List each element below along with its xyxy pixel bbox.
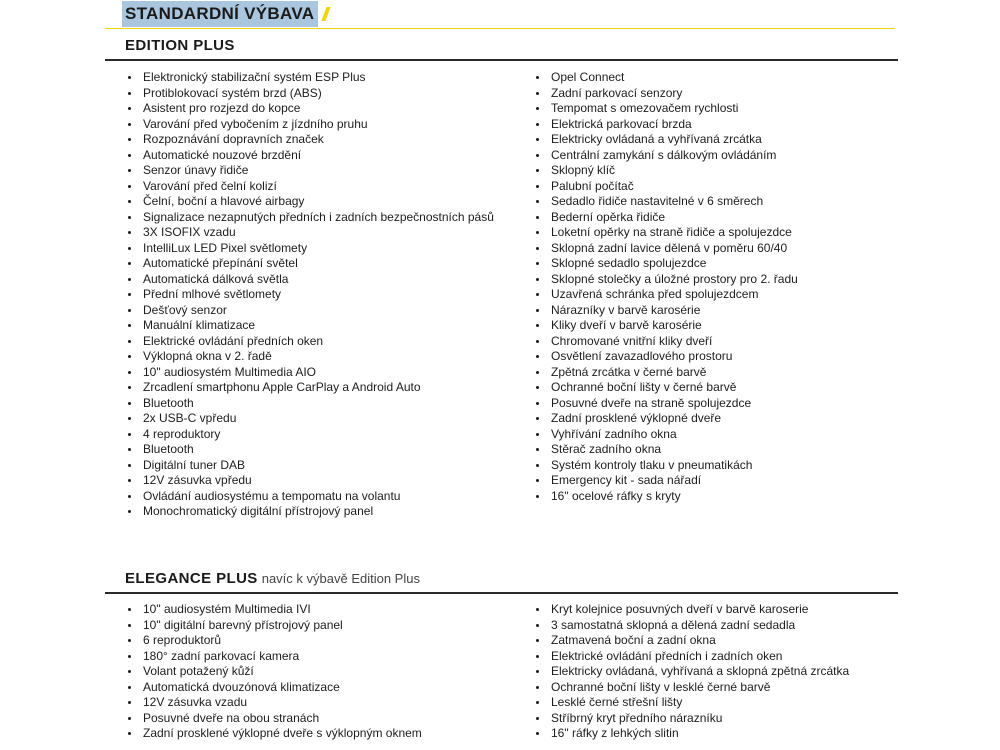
list-item (125, 473, 494, 489)
list-item-text: Monochromatický digitální přístrojový panel (143, 504, 374, 518)
list-item-text: Varování před čelní kolizí (143, 178, 277, 193)
list-item-text: Ochranné boční lišty v černé barvě (551, 380, 737, 394)
bullet-icon (128, 340, 131, 343)
list-item (125, 427, 494, 443)
list-item-text: Osvětlení zavazadlového prostoru (551, 349, 733, 363)
bullet-icon (128, 278, 131, 281)
list-item-text: Emergency kit - sada nářadí (551, 473, 702, 487)
list-item (125, 633, 422, 649)
list-item (125, 287, 494, 303)
list-item (125, 132, 494, 148)
bullet-icon (128, 670, 131, 673)
bullet-icon (128, 417, 131, 420)
list-item-text: Výklopná okna v 2. řadě (143, 349, 272, 363)
list-item-text: Bluetooth (143, 442, 194, 456)
bullet-icon (128, 608, 131, 611)
bullet-icon (128, 200, 131, 203)
list-item-text: Ochranné boční lišty v lesklé černé barvě (551, 679, 771, 694)
list-item (533, 163, 798, 179)
bullet-icon (536, 701, 539, 704)
list-item-text: Sklopné sedadlo spolujezdce (551, 256, 707, 270)
list-item-text: 6 reproduktorů (143, 633, 222, 647)
list-item (125, 148, 494, 164)
list-item (533, 101, 798, 117)
list-item-text: Opel Connect (551, 70, 625, 84)
list-item-text: Přední mlhové světlomety (143, 287, 282, 301)
bullet-icon (536, 464, 539, 467)
bullet-icon (128, 107, 131, 110)
bullet-icon (128, 686, 131, 689)
list-item (125, 618, 422, 634)
list-item-text: Protiblokovací systém brzd (ABS) (143, 85, 322, 100)
list-item (125, 695, 422, 711)
list-item (125, 179, 494, 195)
list-item-text: Vyhřívání zadního okna (551, 426, 677, 441)
list-item (125, 303, 494, 319)
bullet-icon (536, 624, 539, 627)
list-item (533, 442, 798, 458)
feature-list-right (533, 70, 798, 504)
bullet-icon (128, 371, 131, 374)
list-item (125, 86, 494, 102)
bullet-icon (536, 231, 539, 234)
bullet-icon (536, 278, 539, 281)
list-item (533, 225, 798, 241)
bullet-icon (128, 355, 131, 358)
list-item (533, 473, 798, 489)
bullet-icon (536, 732, 539, 735)
list-item-text: Automatické přepínání světel (143, 256, 298, 270)
bullet-icon (536, 608, 539, 611)
list-item (125, 225, 494, 241)
bullet-icon (536, 154, 539, 157)
bullet-icon (536, 655, 539, 658)
bullet-icon (128, 92, 131, 95)
list-item (533, 318, 798, 334)
list-item (533, 664, 849, 680)
bullet-icon (536, 386, 539, 389)
list-item (125, 334, 494, 350)
list-item-text: Bluetooth (143, 395, 194, 410)
list-item-text: Kliky dveří v barvě karosérie (551, 318, 702, 332)
list-item-text: 3X ISOFIX vzadu (143, 225, 236, 239)
bullet-icon (536, 247, 539, 250)
list-item-text: Elektrické ovládání předních oken (143, 333, 324, 348)
list-item-text: Rozpoznávání dopravních značek (143, 132, 324, 146)
list-item-text: Zatmavená boční a zadní okna (551, 633, 716, 647)
bullet-icon (536, 639, 539, 642)
list-item (533, 132, 798, 148)
list-item (125, 489, 494, 505)
bullet-icon (128, 262, 131, 265)
list-item-text: 16" ráfky z lehkých slitin (551, 726, 679, 740)
list-item (125, 349, 494, 365)
list-item (125, 365, 494, 381)
bullet-icon (536, 92, 539, 95)
bullet-icon (128, 185, 131, 188)
list-item (533, 287, 798, 303)
list-item-text: Loketní opěrky na straně řidiče a spolujezdce (551, 225, 792, 239)
list-item-text: Automatické nouzové brzdění (143, 147, 302, 162)
list-item-text: Čelní, boční a hlavové airbagy (143, 194, 305, 208)
list-item-text: Zpětná zrcátka v černé barvě (551, 364, 707, 379)
list-item-text: Posuvné dveře na obou stranách (143, 710, 320, 725)
bullet-icon (128, 154, 131, 157)
list-item (125, 649, 422, 665)
list-item (125, 680, 422, 696)
list-item-text: 10" audiosystém Multimedia IVI (143, 602, 311, 616)
bullet-icon (128, 639, 131, 642)
bullet-icon (128, 231, 131, 234)
bullet-icon (536, 479, 539, 482)
page-title-block (122, 0, 328, 28)
bullet-icon (128, 732, 131, 735)
list-item (533, 365, 798, 381)
list-item-text: Sedadlo řidiče nastavitelné v 6 směrech (551, 194, 764, 208)
list-item-text: Elektricky ovládaná a vyhřívaná zrcátka (551, 132, 762, 146)
feature-list-left (125, 70, 494, 520)
list-item (533, 117, 798, 133)
list-item-text: Stříbrný kryt předního nárazníku (551, 710, 723, 725)
list-item-text: Digitální tuner DAB (143, 457, 246, 472)
bullet-icon (536, 138, 539, 141)
list-item (125, 163, 494, 179)
list-item (533, 396, 798, 412)
list-item-text: 4 reproduktory (143, 426, 221, 441)
bullet-icon (128, 448, 131, 451)
bullet-icon (536, 185, 539, 188)
list-item (533, 334, 798, 350)
list-item-text: Centrální zamykání s dálkovým ovládáním (551, 147, 777, 162)
bullet-icon (536, 169, 539, 172)
list-item-text: Elektrická parkovací brzda (551, 116, 692, 131)
title-underline (105, 28, 895, 29)
list-item-text: Kryt kolejnice posuvných dveří v barvě karoserie (551, 602, 809, 616)
bullet-icon (128, 123, 131, 126)
bullet-icon (536, 324, 539, 327)
bullet-icon (536, 371, 539, 374)
list-item (125, 256, 494, 272)
list-item (125, 602, 422, 618)
list-item (533, 256, 798, 272)
list-item-text: 12V zásuvka vpředu (143, 473, 252, 487)
list-item (533, 411, 798, 427)
section-divider (105, 59, 898, 61)
list-item (533, 726, 849, 742)
list-item (533, 303, 798, 319)
list-item (533, 210, 798, 226)
list-item (125, 117, 494, 133)
bullet-icon (536, 123, 539, 126)
list-item-text: 10" digitální barevný přístrojový panel (143, 617, 343, 632)
bullet-icon (536, 402, 539, 405)
list-item (533, 633, 849, 649)
list-item-text: Systém kontroly tlaku v pneumatikách (551, 457, 753, 472)
bullet-icon (128, 717, 131, 720)
bullet-icon (536, 107, 539, 110)
section-divider (105, 592, 898, 594)
list-item (533, 602, 849, 618)
list-item (125, 458, 494, 474)
list-item (533, 680, 849, 696)
bullet-icon (536, 417, 539, 420)
list-item (533, 179, 798, 195)
title-accent-slash (322, 7, 331, 21)
feature-list-left (125, 602, 422, 742)
section-name: ELEGANCE PLUS (125, 570, 258, 587)
bullet-icon (128, 169, 131, 172)
list-item-text: Elektronický stabilizační systém ESP Plus (143, 70, 366, 84)
list-item-text: Palubní počítač (551, 178, 634, 193)
section-title-edition-plus (125, 37, 235, 54)
list-item-text: Sklopné stolečky a úložné prostory pro 2. řadu (551, 271, 798, 286)
list-item-text: Sklopná zadní lavice dělená v poměru 60/40 (551, 240, 788, 255)
list-item-text: 3 samostatná sklopná a dělená zadní sedadla (551, 617, 796, 632)
bullet-icon (536, 433, 539, 436)
list-item-text: Tempomat s omezovačem rychlosti (551, 101, 739, 115)
list-item (125, 726, 422, 742)
bullet-icon (128, 655, 131, 658)
list-item (533, 86, 798, 102)
bullet-icon (128, 293, 131, 296)
section-subtitle: navíc k výbavě Edition Plus (261, 571, 420, 586)
list-item (533, 380, 798, 396)
bullet-icon (128, 510, 131, 513)
list-item-text: Ovládání audiosystému a tempomatu na volantu (143, 488, 401, 503)
list-item-text: Asistent pro rozjezd do kopce (143, 101, 301, 115)
page-title: STANDARDNÍ VÝBAVA (122, 1, 318, 27)
list-item-text: 16" ocelové ráfky s kryty (551, 488, 681, 503)
list-item-text: Zrcadlení smartphonu Apple CarPlay a Android Auto (143, 380, 421, 394)
list-item (533, 649, 849, 665)
list-item-text: Manuální klimatizace (143, 318, 256, 332)
bullet-icon (536, 216, 539, 219)
list-item (125, 101, 494, 117)
list-item-text: Elektrické ovládání předních i zadních oken (551, 648, 783, 663)
list-item (533, 241, 798, 257)
list-item-text: Lesklé černé střešní lišty (551, 695, 683, 709)
list-item (533, 148, 798, 164)
bullet-icon (128, 76, 131, 79)
bullet-icon (128, 464, 131, 467)
list-item (533, 618, 849, 634)
list-item-text: Chromované vnitřní kliky dveří (551, 333, 713, 348)
section-name: EDITION PLUS (125, 37, 235, 54)
list-item (125, 241, 494, 257)
bullet-icon (128, 624, 131, 627)
bullet-icon (128, 138, 131, 141)
bullet-icon (536, 262, 539, 265)
bullet-icon (536, 200, 539, 203)
bullet-icon (128, 247, 131, 250)
list-item (533, 711, 849, 727)
list-item-text: Stěrač zadního okna (551, 442, 662, 456)
bullet-icon (128, 309, 131, 312)
list-item (533, 194, 798, 210)
list-item-text: Dešťový senzor (143, 302, 227, 317)
list-item (125, 318, 494, 334)
list-item (533, 458, 798, 474)
list-item-text: 2x USB-C vpředu (143, 411, 237, 425)
bullet-icon (536, 309, 539, 312)
list-item-text: Zadní prosklené výklopné dveře s výklopným oknem (143, 726, 422, 740)
bullet-icon (128, 495, 131, 498)
bullet-icon (128, 324, 131, 327)
list-item-text: Zadní parkovací senzory (551, 85, 683, 100)
bullet-icon (536, 686, 539, 689)
feature-list-right (533, 602, 849, 742)
list-item-text: Zadní prosklené výklopné dveře (551, 411, 722, 425)
list-item-text: Sklopný klíč (551, 163, 616, 177)
list-item (125, 442, 494, 458)
list-item-text: Automatická dvouzónová klimatizace (143, 679, 340, 694)
bullet-icon (536, 76, 539, 79)
list-item (125, 70, 494, 86)
bullet-icon (536, 495, 539, 498)
list-item-text: Senzor únavy řidiče (143, 163, 249, 177)
list-item (533, 489, 798, 505)
list-item-text: Elektricky ovládaná, vyhřívaná a sklopná zpětná zrcátka (551, 664, 850, 678)
list-item (533, 695, 849, 711)
list-item-text: Bederní opěrka řidiče (551, 209, 666, 224)
list-item-text: Uzavřená schránka před spolujezdcem (551, 287, 759, 301)
list-item-text: 12V zásuvka vzadu (143, 695, 248, 709)
list-item-text: Varování před vybočením z jízdního pruhu (143, 116, 368, 131)
bullet-icon (128, 479, 131, 482)
list-item (125, 272, 494, 288)
bullet-icon (128, 701, 131, 704)
list-item (125, 411, 494, 427)
bullet-icon (536, 670, 539, 673)
bullet-icon (128, 402, 131, 405)
bullet-icon (128, 216, 131, 219)
list-item (125, 396, 494, 412)
list-item (125, 380, 494, 396)
list-item (533, 349, 798, 365)
bullet-icon (536, 448, 539, 451)
bullet-icon (128, 386, 131, 389)
list-item-text: Posuvné dveře na straně spolujezdce (551, 395, 752, 410)
list-item (533, 427, 798, 443)
list-item-text: IntelliLux LED Pixel světlomety (143, 240, 308, 255)
list-item-text: Signalizace nezapnutých předních i zadních bezpečnostních pásů (143, 209, 494, 224)
list-item-text: Volant potažený kůží (143, 664, 254, 678)
list-item (125, 711, 422, 727)
bullet-icon (536, 717, 539, 720)
bullet-icon (128, 433, 131, 436)
list-item-text: Automatická dálková světla (143, 271, 289, 286)
list-item (125, 504, 494, 520)
list-item (533, 272, 798, 288)
list-item-text: 10" audiosystém Multimedia AIO (143, 364, 317, 379)
list-item (125, 664, 422, 680)
list-item-text: Nárazníky v barvě karosérie (551, 302, 701, 317)
list-item (125, 194, 494, 210)
section-title-elegance-plus (125, 570, 420, 587)
list-item (125, 210, 494, 226)
list-item (533, 70, 798, 86)
list-item-text: 180° zadní parkovací kamera (143, 648, 300, 663)
bullet-icon (536, 293, 539, 296)
bullet-icon (536, 340, 539, 343)
bullet-icon (536, 355, 539, 358)
